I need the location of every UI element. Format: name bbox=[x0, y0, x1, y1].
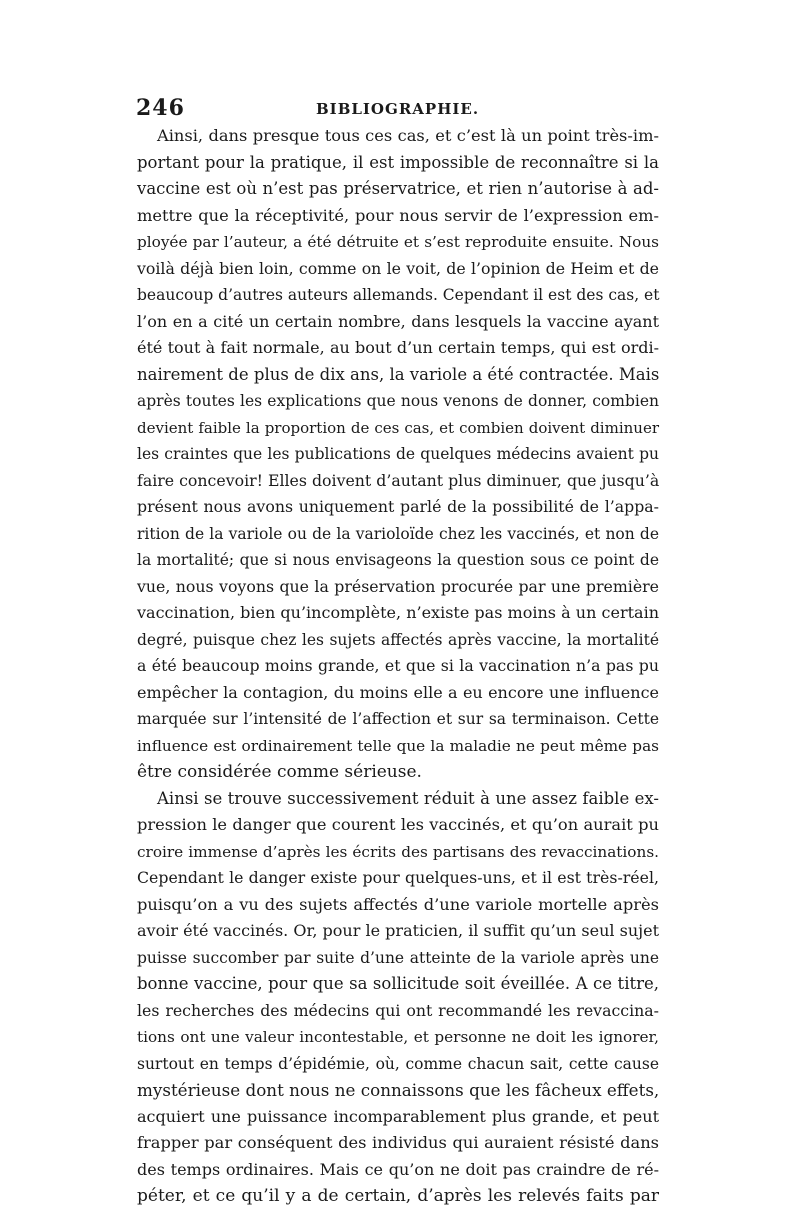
text-line: pression le danger que courent les vaccinés, et qu’on aurait pu bbox=[137, 815, 659, 834]
text-line: influence est ordinairement telle que la maladie ne peut même pas bbox=[137, 736, 659, 755]
text-line: faire concevoir! Elles doivent d’autant plus diminuer, que jusqu’à bbox=[137, 470, 660, 490]
text-line: tions ont une valeur incontestable, et personne ne doit les ignorer, bbox=[137, 1028, 659, 1046]
text-line: nairement de plus de dix ans, la variole a été contractée. Mais bbox=[137, 364, 660, 384]
text-line: présent nous avons uniquement parlé de la possibilité de l’appa- bbox=[137, 497, 659, 516]
text-line: bonne vaccine, pour que sa sollicitude soit éveillée. A ce titre, bbox=[137, 974, 659, 993]
text-line: des temps ordinaires. Mais ce qu’on ne doit pas craindre de ré- bbox=[137, 1159, 659, 1179]
text-line: être considérée comme sérieuse. bbox=[137, 762, 422, 782]
text-line: croire immense d’après les écrits des partisans des revaccinations. bbox=[137, 842, 659, 861]
text-line: vaccine est où n’est pas préservatrice, et rien n’autorise à ad- bbox=[137, 179, 659, 198]
text-line: après toutes les explications que nous venons de donner, combien bbox=[137, 392, 659, 410]
text-line: mystérieuse dont nous ne connaissons que les fâcheux effets, bbox=[137, 1080, 660, 1100]
text-line: puisqu’on a vu des sujets affectés d’une variole mortelle après bbox=[137, 894, 659, 914]
text-line: degré, puisque chez les sujets affectés après vaccine, la mortalité bbox=[137, 630, 659, 649]
text-line: les recherches des médecins qui ont recommandé les revaccina- bbox=[137, 1000, 659, 1020]
text-line: acquiert une puissance incomparablement plus grande, et peut bbox=[137, 1106, 659, 1126]
text-line: été tout à fait normale, au bout d’un certain temps, qui est ordi- bbox=[137, 338, 659, 357]
text-line: puisse succomber par suite d’une atteinte de la variole après une bbox=[137, 948, 659, 967]
text-line: les craintes que les publications de quelques médecins avaient pu bbox=[137, 445, 659, 463]
text-line: Ainsi se trouve successivement réduit à une assez faible ex- bbox=[157, 788, 659, 808]
text-line: a été beaucoup moins grande, et que si la vaccination n’a pas pu bbox=[137, 656, 659, 675]
text-line: vaccination, bien qu’incomplète, n’existe pas moins à un certain bbox=[137, 603, 659, 622]
text-line: l’on en a cité un certain nombre, dans lesquels la vaccine ayant bbox=[137, 311, 659, 331]
text-line: frapper par conséquent des individus qui auraient résisté dans bbox=[137, 1133, 659, 1152]
page-number: 246 bbox=[136, 95, 185, 121]
text-line: péter, et ce qu’il y a de certain, d’après les relevés faits par bbox=[137, 1186, 659, 1206]
running-head bbox=[136, 95, 660, 125]
text-line: empêcher la contagion, du moins elle a eu encore une influence bbox=[137, 682, 659, 702]
text-line: avoir été vaccinés. Or, pour le praticien, il suffit qu’un seul sujet bbox=[137, 921, 659, 940]
text-line: vue, nous voyons que la préservation procurée par une première bbox=[137, 576, 659, 596]
text-line: rition de la variole ou de la varioloïde chez les vaccinés, et non de bbox=[137, 524, 659, 543]
text-line: mettre que la réceptivité, pour nous servir de l’expression em- bbox=[137, 205, 659, 225]
text-line: portant pour la pratique, il est impossible de reconnaître si la bbox=[137, 152, 659, 172]
text-line: ployée par l’auteur, a été détruite et s’est reproduite ensuite. Nous bbox=[137, 233, 659, 251]
text-line: Cependant le danger existe pour quelques-uns, et il est très-réel, bbox=[137, 868, 659, 887]
running-title: BIBLIOGRAPHIE. bbox=[316, 100, 480, 118]
body-text bbox=[137, 123, 659, 1210]
text-line: la mortalité; que si nous envisageons la question sous ce point de bbox=[137, 551, 659, 569]
text-line: beaucoup d’autres auteurs allemands. Cependant il est des cas, et bbox=[137, 286, 660, 304]
text-line: devient faible la proportion de ces cas, et combien doivent diminuer bbox=[137, 418, 659, 437]
text-line: Ainsi, dans presque tous ces cas, et c’est là un point très-im- bbox=[157, 126, 659, 145]
text-line: surtout en temps d’épidémie, où, comme chacun sait, cette cause bbox=[137, 1054, 659, 1073]
text-line: voilà déjà bien loin, comme on le voit, de l’opinion de Heim et de bbox=[137, 258, 659, 278]
text-line: marquée sur l’intensité de l’affection et sur sa terminaison. Cette bbox=[137, 710, 659, 728]
